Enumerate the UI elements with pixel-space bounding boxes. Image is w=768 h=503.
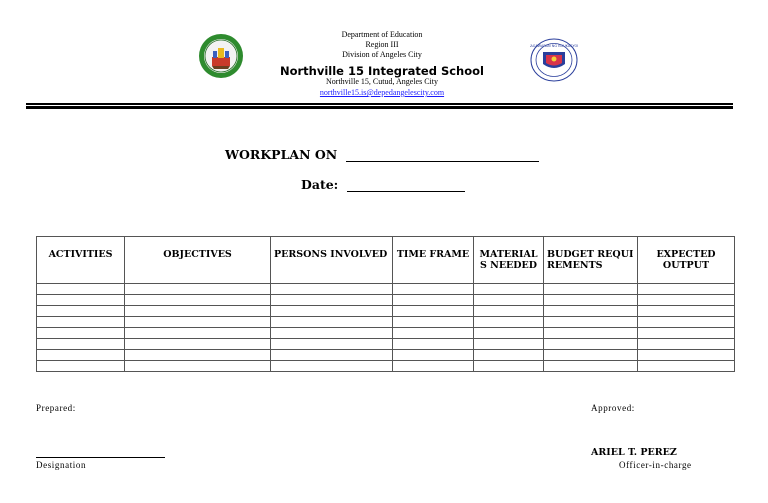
column-header-persons-involved: PERSONS INVOLVED [271, 237, 393, 284]
column-header-expected-output: EXPECTED OUTPUT [638, 237, 735, 284]
table-cell[interactable] [474, 317, 544, 328]
table-cell[interactable] [37, 350, 125, 361]
table-cell[interactable] [37, 306, 125, 317]
table-cell[interactable] [544, 361, 638, 372]
table-cell[interactable] [393, 284, 474, 295]
table-cell[interactable] [125, 328, 271, 339]
table-cell[interactable] [37, 361, 125, 372]
table-cell[interactable] [271, 361, 393, 372]
table-row [37, 295, 735, 306]
header-rule [26, 103, 733, 105]
designation-label: Designation [36, 460, 87, 470]
table-cell[interactable] [638, 339, 735, 350]
table-cell[interactable] [544, 284, 638, 295]
table-cell[interactable] [37, 317, 125, 328]
table-row [37, 284, 735, 295]
table-cell[interactable] [125, 284, 271, 295]
table-row [37, 306, 735, 317]
date-line [301, 176, 465, 192]
table-cell[interactable] [125, 339, 271, 350]
approved-label: Approved: [591, 403, 635, 413]
table-cell[interactable] [638, 306, 735, 317]
table-cell[interactable] [125, 350, 271, 361]
table-cell[interactable] [125, 361, 271, 372]
table-cell[interactable] [271, 317, 393, 328]
table-cell[interactable] [125, 317, 271, 328]
table-row [37, 317, 735, 328]
table-cell[interactable] [544, 339, 638, 350]
signature-line [36, 457, 165, 458]
column-header-materials-needed: MATERIALS NEEDED [474, 237, 544, 284]
workplan-table [36, 236, 735, 372]
table-cell[interactable] [544, 306, 638, 317]
table-cell[interactable] [638, 350, 735, 361]
table-cell[interactable] [271, 295, 393, 306]
column-header-objectives: OBJECTIVES [125, 237, 271, 284]
table-cell[interactable] [544, 350, 638, 361]
table-cell[interactable] [125, 295, 271, 306]
approver-title: Officer-in-charge [619, 460, 692, 470]
table-cell[interactable] [125, 306, 271, 317]
table-cell[interactable] [393, 295, 474, 306]
table-cell[interactable] [544, 328, 638, 339]
date-label: Date: [301, 177, 339, 192]
table-cell[interactable] [474, 350, 544, 361]
table-cell[interactable] [474, 361, 544, 372]
table-cell[interactable] [393, 361, 474, 372]
table-cell[interactable] [474, 284, 544, 295]
table-cell[interactable] [271, 350, 393, 361]
table-cell[interactable] [271, 284, 393, 295]
school-name: Northville 15 Integrated School [279, 64, 484, 78]
header-rule-thick [26, 106, 733, 109]
table-row [37, 350, 735, 361]
date-field[interactable] [347, 176, 465, 192]
approver-name: ARIEL T. PEREZ [591, 447, 677, 458]
workplan-topic-field[interactable] [346, 146, 539, 162]
table-cell[interactable] [474, 339, 544, 350]
table-cell[interactable] [638, 361, 735, 372]
table-cell[interactable] [271, 306, 393, 317]
table-cell[interactable] [474, 306, 544, 317]
workplan-title [225, 146, 539, 162]
table-cell[interactable] [37, 328, 125, 339]
table-cell[interactable] [37, 284, 125, 295]
column-header-time-frame: TIME FRAME [393, 237, 474, 284]
table-cell[interactable] [544, 295, 638, 306]
table-row [37, 339, 735, 350]
school-address: Northville 15, Cutud, Angeles City [326, 77, 438, 86]
table-cell[interactable] [393, 339, 474, 350]
table-cell[interactable] [544, 317, 638, 328]
column-header-activities: ACTIVITIES [37, 237, 125, 284]
division-name: Division of Angeles City [342, 50, 422, 59]
table-cell[interactable] [638, 295, 735, 306]
table-row [37, 328, 735, 339]
table-header-row [37, 237, 735, 284]
deped-seal-logo [530, 38, 578, 82]
table-cell[interactable] [638, 328, 735, 339]
table-cell[interactable] [37, 295, 125, 306]
table-cell[interactable] [638, 317, 735, 328]
table-cell[interactable] [393, 306, 474, 317]
school-email-link[interactable]: northville15.is@depedangelescity.com [319, 88, 445, 97]
column-header-budget-requirements: BUDGET REQUIREMENTS [544, 237, 638, 284]
table-cell[interactable] [474, 328, 544, 339]
table-cell[interactable] [271, 339, 393, 350]
table-cell[interactable] [638, 284, 735, 295]
prepared-label: Prepared: [36, 403, 76, 413]
table-cell[interactable] [393, 317, 474, 328]
table-cell[interactable] [271, 328, 393, 339]
department-name: Department of Education [341, 30, 423, 39]
table-row [37, 361, 735, 372]
table-cell[interactable] [37, 339, 125, 350]
table-cell[interactable] [474, 295, 544, 306]
workplan-label: WORKPLAN ON [225, 147, 338, 162]
table-cell[interactable] [393, 328, 474, 339]
table-cell[interactable] [393, 350, 474, 361]
seal-text: KAGAWARAN NG EDUKASYON [530, 44, 578, 48]
region-name: Region III [365, 40, 399, 49]
